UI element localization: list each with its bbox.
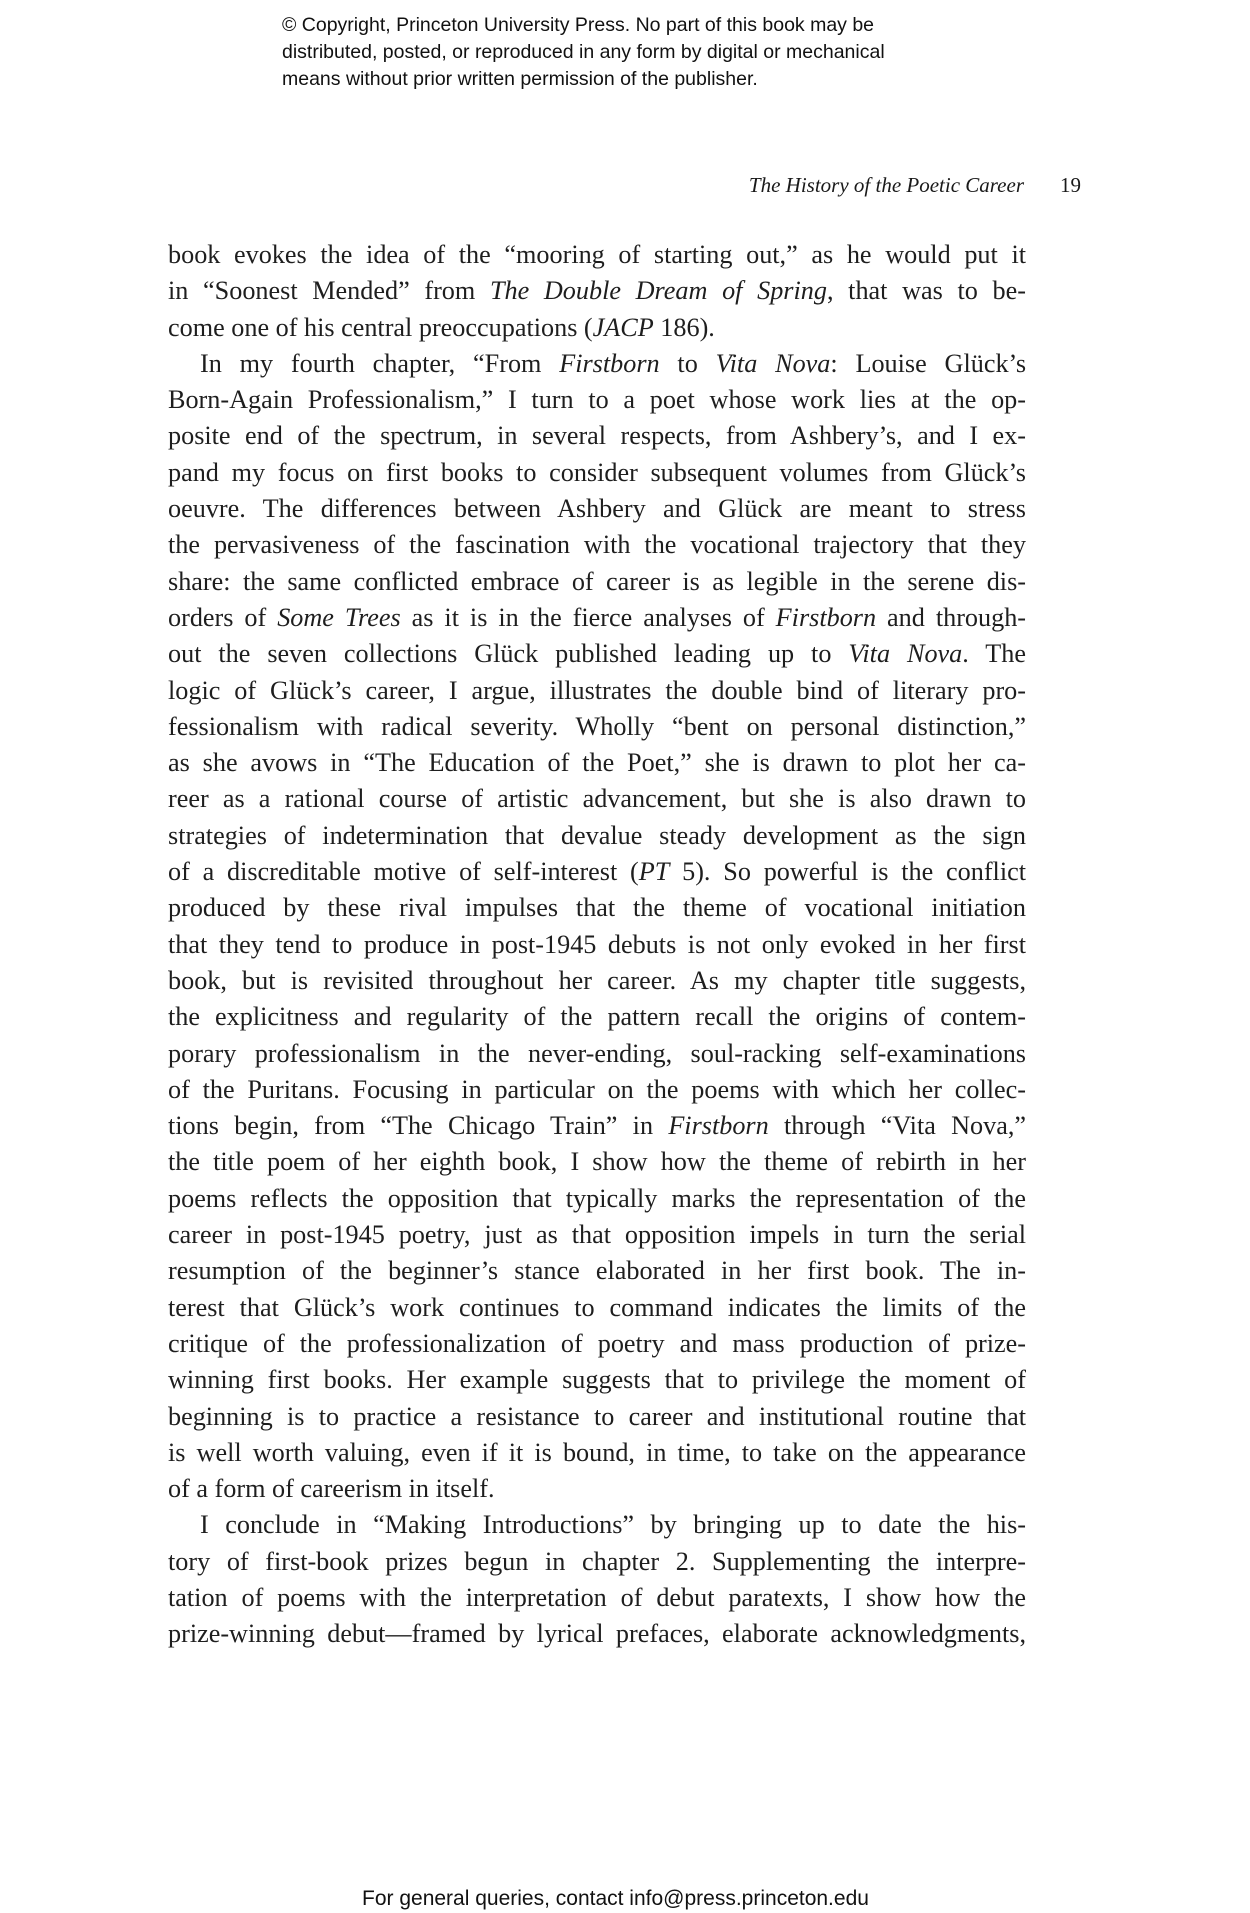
page-number: 19 — [1060, 173, 1081, 197]
text-line — [168, 854, 1026, 890]
text-line — [168, 1290, 1026, 1326]
text-line — [168, 600, 1026, 636]
body-text — [168, 237, 1026, 1653]
text-line — [168, 273, 1026, 309]
text-run: critique of the professionalization of poetry and mass production of prize- — [168, 1328, 1026, 1358]
text-line — [168, 781, 1026, 817]
text-run: tions begin, from “The Chicago Train” in — [168, 1111, 669, 1141]
text-run: as she avows in “The Education of the Poet,” she is drawn to plot her ca- — [168, 748, 1026, 778]
text-line — [168, 527, 1026, 563]
text-run: of a discreditable motive of self-interest ( — [168, 857, 639, 887]
text-run: 5). So powerful is the conflict — [669, 857, 1027, 887]
text-line — [168, 564, 1026, 600]
text-run: pand my focus on first books to consider subsequent volumes from Glück’s — [168, 457, 1026, 487]
text-run: that they tend to produce in post-1945 debuts is not only evoked in her first — [168, 929, 1026, 959]
text-line — [168, 927, 1026, 963]
text-line — [168, 1471, 1026, 1507]
text-run: porary professionalism in the never-ending, soul-racking self-examinations — [168, 1038, 1026, 1068]
text-run: tory of first-book prizes begun in chapter 2. Supplementing the interpre- — [168, 1546, 1026, 1576]
italic-title: Firstborn — [559, 348, 660, 378]
text-run: book evokes the idea of the “mooring of starting out,” as he would put it — [168, 240, 1026, 269]
text-line — [168, 1507, 1026, 1543]
text-line — [168, 382, 1026, 418]
italic-title: JACP — [592, 312, 654, 342]
text-line — [168, 1144, 1026, 1180]
text-run: the explicitness and regularity of the pattern recall the origins of contem- — [168, 1002, 1026, 1032]
text-run: orders of — [168, 602, 278, 632]
text-run: out the seven collections Glück published leading up to — [168, 639, 849, 669]
text-line — [168, 1399, 1026, 1435]
italic-title: PT — [638, 857, 670, 887]
italic-title: Firstborn — [668, 1111, 769, 1141]
text-line — [168, 890, 1026, 926]
italic-title: Firstborn — [775, 602, 877, 632]
text-line — [168, 1108, 1026, 1144]
text-run: posite end of the spectrum, in several respects, from Ashbery’s, and I ex- — [168, 421, 1026, 451]
footer-note: For general queries, contact info@press.princeton.edu — [362, 1887, 869, 1910]
text-line — [168, 963, 1026, 999]
text-run: : Louise Glück’s — [830, 348, 1027, 378]
text-line — [168, 709, 1026, 745]
text-run: to — [659, 348, 716, 378]
text-line — [168, 745, 1026, 781]
text-run: Born-Again Professionalism,” I turn to a poet whose work lies at the op- — [168, 385, 1026, 415]
text-line — [168, 1253, 1026, 1289]
text-run: . The — [962, 639, 1026, 669]
copyright-notice — [282, 12, 1002, 93]
text-run: winning first books. Her example suggests that to privilege the moment of — [168, 1365, 1026, 1395]
text-run: strategies of indetermination that devalue steady development as the sign — [168, 820, 1026, 850]
text-line — [168, 1362, 1026, 1398]
text-run: resumption of the beginner’s stance elaborated in her first book. The in- — [168, 1256, 1026, 1286]
text-run: as it is in the fierce analyses of — [400, 602, 776, 632]
copyright-line: means without prior written permission of the publisher. — [282, 68, 758, 90]
text-line — [168, 1036, 1026, 1072]
text-run: oeuvre. The differences between Ashbery and Glück are meant to stress — [168, 494, 1026, 524]
text-line — [168, 636, 1026, 672]
text-line — [168, 1326, 1026, 1362]
text-run: terest that Glück’s work continues to command indicates the limits of the — [168, 1292, 1026, 1322]
copyright-line: © Copyright, Princeton University Press. No part of this book may be — [282, 14, 875, 36]
italic-title: Vita Nova — [715, 348, 831, 378]
text-run: the pervasiveness of the fascination with the vocational trajectory that they — [168, 530, 1026, 560]
text-run: fessionalism with radical severity. Wholly “bent on personal distinction,” — [168, 711, 1026, 741]
text-line — [168, 1072, 1026, 1108]
text-run: tation of poems with the interpretation of debut paratexts, I show how the — [168, 1582, 1026, 1612]
text-run: prize-winning debut—framed by lyrical prefaces, elaborate acknowledgments, — [168, 1619, 1026, 1649]
text-run: the title poem of her eighth book, I show how the theme of rebirth in her — [168, 1147, 1026, 1177]
text-run: come one of his central preoccupations ( — [168, 312, 593, 342]
text-run: reer as a rational course of artistic advancement, but she is also drawn to — [168, 784, 1026, 814]
text-line — [168, 999, 1026, 1035]
text-run: through “Vita Nova,” — [768, 1111, 1026, 1141]
italic-title: Vita Nova — [848, 639, 963, 669]
text-run: book, but is revisited throughout her career. As my chapter title suggests, — [168, 965, 1026, 995]
text-line — [168, 673, 1026, 709]
text-line — [168, 418, 1026, 454]
text-run: in “Soonest Mended” from — [168, 276, 490, 306]
text-run: of the Puritans. Focusing in particular on the poems with which her collec- — [168, 1074, 1026, 1104]
text-line — [168, 491, 1026, 527]
text-run: logic of Glück’s career, I argue, illustrates the double bind of literary pro- — [168, 675, 1026, 705]
text-run: produced by these rival impulses that the theme of vocational initiation — [168, 893, 1026, 923]
text-run: share: the same conflicted embrace of career is as legible in the serene dis- — [168, 566, 1026, 596]
text-line — [168, 455, 1026, 491]
text-run: , that was to be- — [826, 276, 1026, 306]
text-line — [168, 346, 1026, 382]
italic-title: Some Trees — [277, 602, 401, 632]
running-head — [168, 170, 1081, 200]
copyright-line: distributed, posted, or reproduced in any form by digital or mechanical — [282, 41, 885, 63]
text-run: is well worth valuing, even if it is bound, in time, to take on the appearance — [168, 1437, 1026, 1467]
text-run: poems reflects the opposition that typically marks the representation of the — [168, 1183, 1026, 1213]
text-line — [168, 1580, 1026, 1616]
text-run: I conclude in “Making Introductions” by bringing up to date the his- — [200, 1510, 1026, 1540]
text-line — [168, 1435, 1026, 1471]
text-line — [168, 237, 1026, 273]
text-line — [168, 1544, 1026, 1580]
italic-title: The Double Dream of Spring — [489, 276, 827, 306]
text-line — [168, 310, 1026, 346]
text-line — [168, 818, 1026, 854]
text-line — [168, 1616, 1026, 1652]
text-run: of a form of careerism in itself. — [168, 1474, 495, 1504]
text-line — [168, 1181, 1026, 1217]
text-line — [168, 1217, 1026, 1253]
text-run: career in post-1945 poetry, just as that opposition impels in turn the serial — [168, 1220, 1026, 1250]
text-run: 186). — [653, 312, 715, 342]
text-run: beginning is to practice a resistance to career and institutional routine that — [168, 1401, 1026, 1431]
text-run: and through- — [876, 602, 1027, 632]
text-run: In my fourth chapter, “From — [200, 348, 560, 378]
running-head-title: The History of the Poetic Career — [748, 173, 1024, 197]
